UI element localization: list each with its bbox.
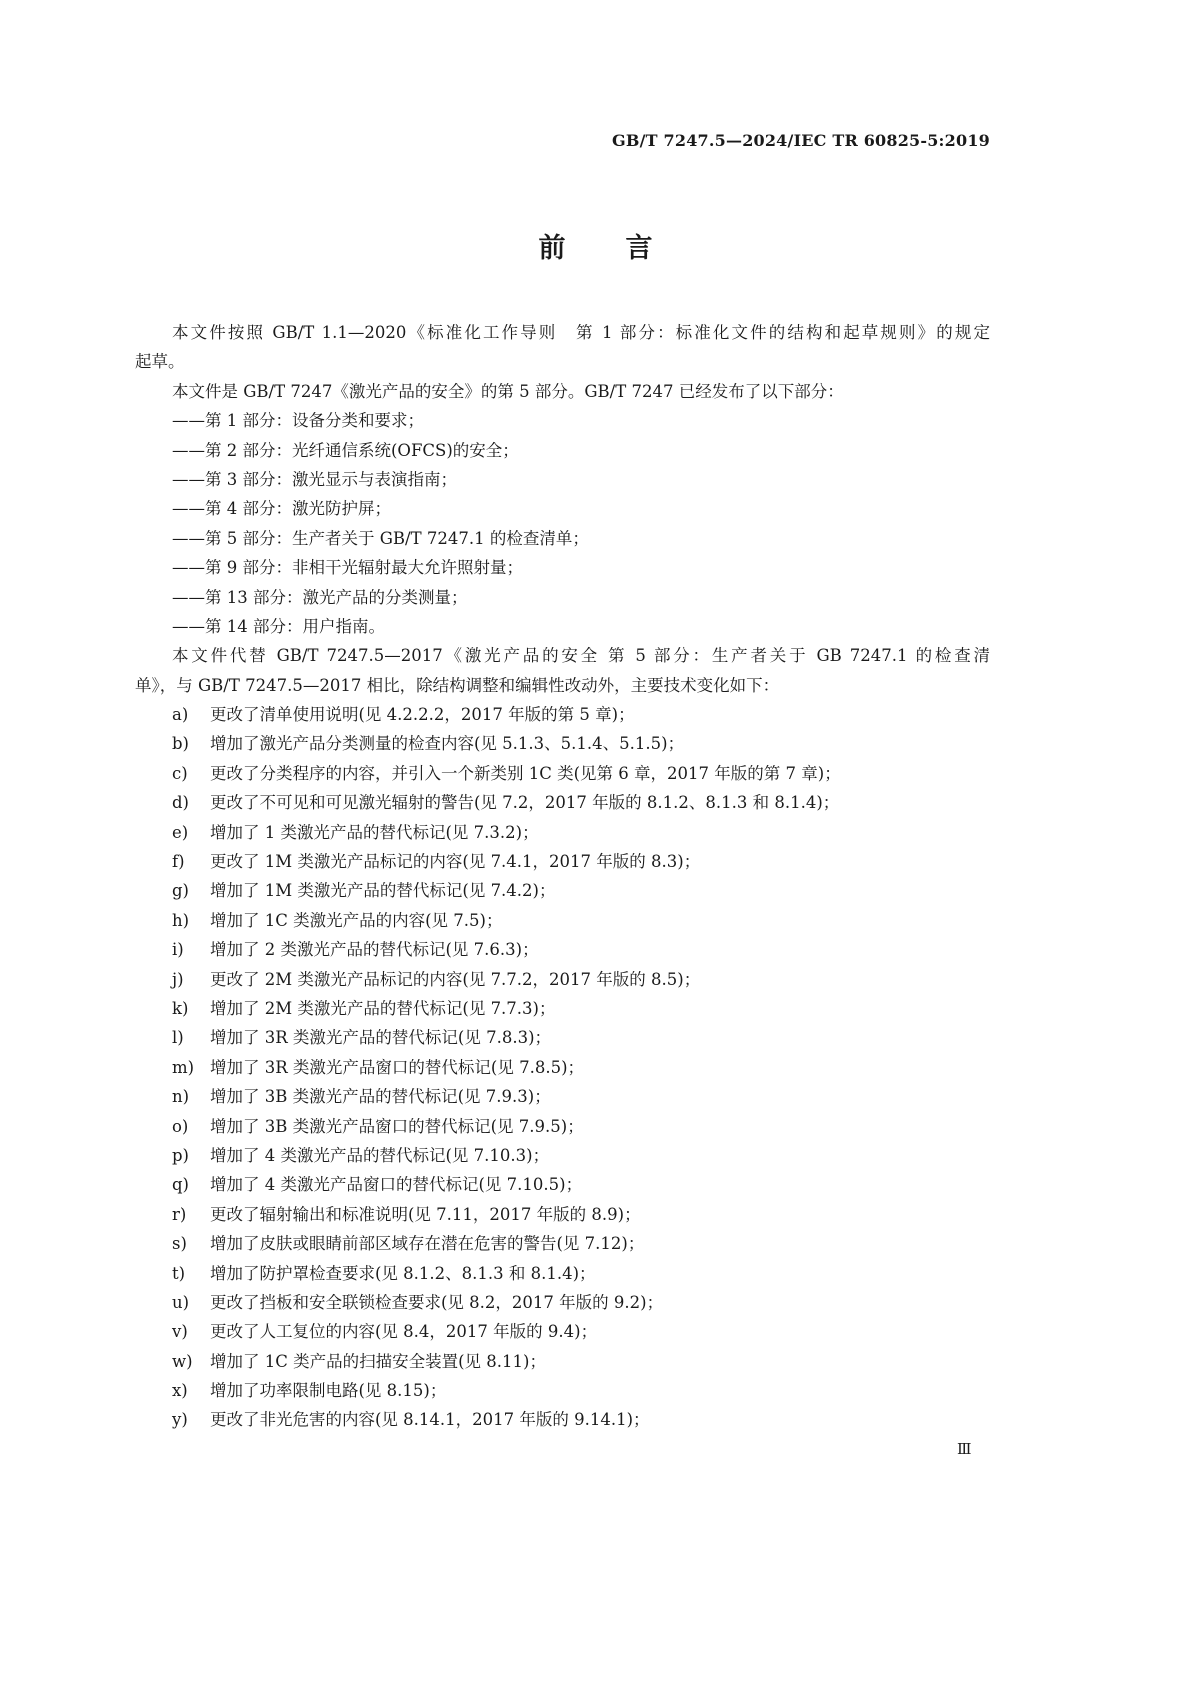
change-item-text: 增加了 3R 类激光产品的替代标记(见 7.8.3)； — [210, 1028, 552, 1048]
change-item-text: 增加了功率限制电路(见 8.15)； — [210, 1381, 447, 1401]
change-item-label: x) — [172, 1381, 188, 1401]
parts-list-item: ——第 14 部分：用户指南。 — [172, 616, 385, 636]
change-list-item — [135, 700, 990, 729]
change-item-text: 增加了 3B 类激光产品窗口的替代标记(见 7.9.5)； — [210, 1116, 584, 1136]
paragraph-3-line-2: 单》，与 GB/T 7247.5—2017 相比，除结构调整和编辑性改动外，主要技术变化如下： — [135, 675, 780, 695]
change-list-item — [135, 935, 990, 964]
change-item-label: c) — [172, 763, 188, 783]
change-item-text: 增加了 1M 类激光产品的替代标记(见 7.4.2)； — [210, 881, 556, 901]
paragraph-2: 本文件是 GB/T 7247《激光产品的安全》的第 5 部分。GB/T 7247 已经发布了以下部分： — [172, 381, 844, 401]
change-list-item — [135, 847, 990, 876]
parts-list-item: ——第 9 部分：非相干光辐射最大允许照射量； — [172, 558, 523, 578]
change-item-text: 增加了 1C 类激光产品的内容(见 7.5)； — [210, 910, 503, 930]
change-item-label: w) — [172, 1351, 193, 1371]
change-item-text: 更改了辐射输出和标准说明(见 7.11，2017 年版的 8.9)； — [210, 1204, 641, 1224]
change-list-item — [135, 1288, 990, 1317]
paragraph-1-line-2: 起草。 — [135, 352, 185, 372]
change-item-label: h) — [172, 910, 190, 930]
change-item-label: o) — [172, 1116, 189, 1136]
parts-list-item: ——第 5 部分：生产者关于 GB/T 7247.1 的检查清单； — [172, 528, 589, 548]
change-list-item — [135, 1405, 990, 1434]
change-list-item — [135, 994, 990, 1023]
change-item-text: 更改了 1M 类激光产品标记的内容(见 7.4.1，2017 年版的 8.3)； — [210, 852, 701, 872]
change-item-label: r) — [172, 1204, 187, 1224]
parts-list-item: ——第 1 部分：设备分类和要求； — [172, 411, 424, 431]
change-item-label: u) — [172, 1292, 190, 1312]
change-item-label: t) — [172, 1263, 186, 1283]
change-list-item — [135, 906, 990, 935]
page-title: 前言 — [538, 233, 713, 264]
change-list-item — [135, 788, 990, 817]
change-list-item — [135, 1170, 990, 1199]
change-list-item — [135, 1376, 990, 1405]
change-item-label: s) — [172, 1234, 187, 1254]
parts-list-item: ——第 4 部分：激光防护屏； — [172, 499, 391, 519]
change-list-item — [135, 1229, 990, 1258]
change-item-label: q) — [172, 1175, 189, 1195]
parts-list-item: ——第 2 部分：光纤通信系统(OFCS)的安全； — [172, 440, 519, 460]
change-item-text: 更改了不可见和可见激光辐射的警告(见 7.2，2017 年版的 8.1.2、8.1.3 和 8.1.4)； — [210, 793, 840, 813]
change-list-item — [135, 1259, 990, 1288]
change-item-text: 增加了 3B 类激光产品的替代标记(见 7.9.3)； — [210, 1087, 551, 1107]
change-item-text: 增加了皮肤或眼睛前部区域存在潜在危害的警告(见 7.12)； — [210, 1234, 645, 1254]
change-list-item — [135, 1141, 990, 1170]
change-list-item — [135, 759, 990, 788]
change-item-label: j) — [172, 969, 184, 989]
change-item-label: i) — [172, 940, 184, 960]
change-item-text: 增加了 2 类激光产品的替代标记(见 7.6.3)； — [210, 940, 539, 960]
change-item-text: 增加了激光产品分类测量的检查内容(见 5.1.3、5.1.4、5.1.5)； — [210, 734, 685, 754]
change-item-label: k) — [172, 998, 189, 1018]
change-item-text: 更改了 2M 类激光产品标记的内容(见 7.7.2，2017 年版的 8.5)； — [210, 969, 701, 989]
change-item-text: 更改了分类程序的内容，并引入一个新类别 1C 类(见第 6 章，2017 年版的第 7 章)； — [210, 763, 841, 783]
paragraph-3-line-1: 本文件代替 GB/T 7247.5—2017《激光产品的安全 第 5 部分：生产者关于 GB 7247.1 的检查清 — [172, 646, 990, 666]
page-number: Ⅲ — [957, 1440, 972, 1458]
foreword-body — [135, 318, 990, 1435]
paragraph-1-line-1: 本文件按照 GB/T 1.1—2020《标准化工作导则 第 1 部分：标准化文件的结构和起草规则》的规定 — [172, 323, 990, 342]
change-list-item — [135, 1023, 990, 1052]
change-list-item — [135, 729, 990, 758]
change-list-item — [135, 1317, 990, 1346]
change-item-label: b) — [172, 734, 189, 754]
change-list-item — [135, 1082, 990, 1111]
change-item-label: e) — [172, 822, 189, 842]
change-item-text: 更改了清单使用说明(见 4.2.2.2，2017 年版的第 5 章)； — [210, 705, 635, 725]
change-item-label: v) — [172, 1322, 188, 1342]
change-item-text: 增加了 3R 类激光产品窗口的替代标记(见 7.8.5)； — [210, 1057, 585, 1077]
change-list-item — [135, 1200, 990, 1229]
change-item-label: n) — [172, 1087, 190, 1107]
change-item-text: 增加了防护罩检查要求(见 8.1.2、8.1.3 和 8.1.4)； — [210, 1263, 596, 1283]
change-list-item — [135, 965, 990, 994]
change-item-text: 更改了非光危害的内容(见 8.14.1，2017 年版的 9.14.1)； — [210, 1410, 650, 1430]
change-list-item — [135, 1112, 990, 1141]
change-item-text: 增加了 1 类激光产品的替代标记(见 7.3.2)； — [210, 822, 539, 842]
change-item-text: 更改了人工复位的内容(见 8.4，2017 年版的 9.4)； — [210, 1322, 598, 1342]
change-list-item — [135, 1347, 990, 1376]
parts-list-item: ——第 3 部分：激光显示与表演指南； — [172, 469, 457, 489]
change-list-item — [135, 818, 990, 847]
parts-list — [135, 406, 990, 641]
change-item-label: l) — [172, 1028, 184, 1048]
change-item-label: p) — [172, 1145, 189, 1165]
change-item-text: 增加了 4 类激光产品窗口的替代标记(见 7.10.5)； — [210, 1175, 583, 1195]
document-number-header: GB/T 7247.5—2024/IEC TR 60825-5:2019 — [612, 131, 990, 150]
change-list-item — [135, 1053, 990, 1082]
change-item-label: g) — [172, 881, 189, 901]
change-item-text: 增加了 2M 类激光产品的替代标记(见 7.7.3)； — [210, 998, 556, 1018]
parts-list-item: ——第 13 部分：激光产品的分类测量； — [172, 587, 468, 607]
change-item-text: 增加了 4 类激光产品的替代标记(见 7.10.3)； — [210, 1145, 550, 1165]
change-item-label: d) — [172, 793, 189, 813]
changes-list — [135, 700, 990, 1435]
change-list-item — [135, 876, 990, 905]
change-item-text: 更改了挡板和安全联锁检查要求(见 8.2，2017 年版的 9.2)； — [210, 1292, 664, 1312]
change-item-text: 增加了 1C 类产品的扫描安全装置(见 8.11)； — [210, 1351, 546, 1371]
change-item-label: a) — [172, 705, 189, 725]
change-item-label: f) — [172, 852, 185, 872]
change-item-label: y) — [172, 1410, 188, 1430]
change-item-label: m) — [172, 1057, 195, 1077]
